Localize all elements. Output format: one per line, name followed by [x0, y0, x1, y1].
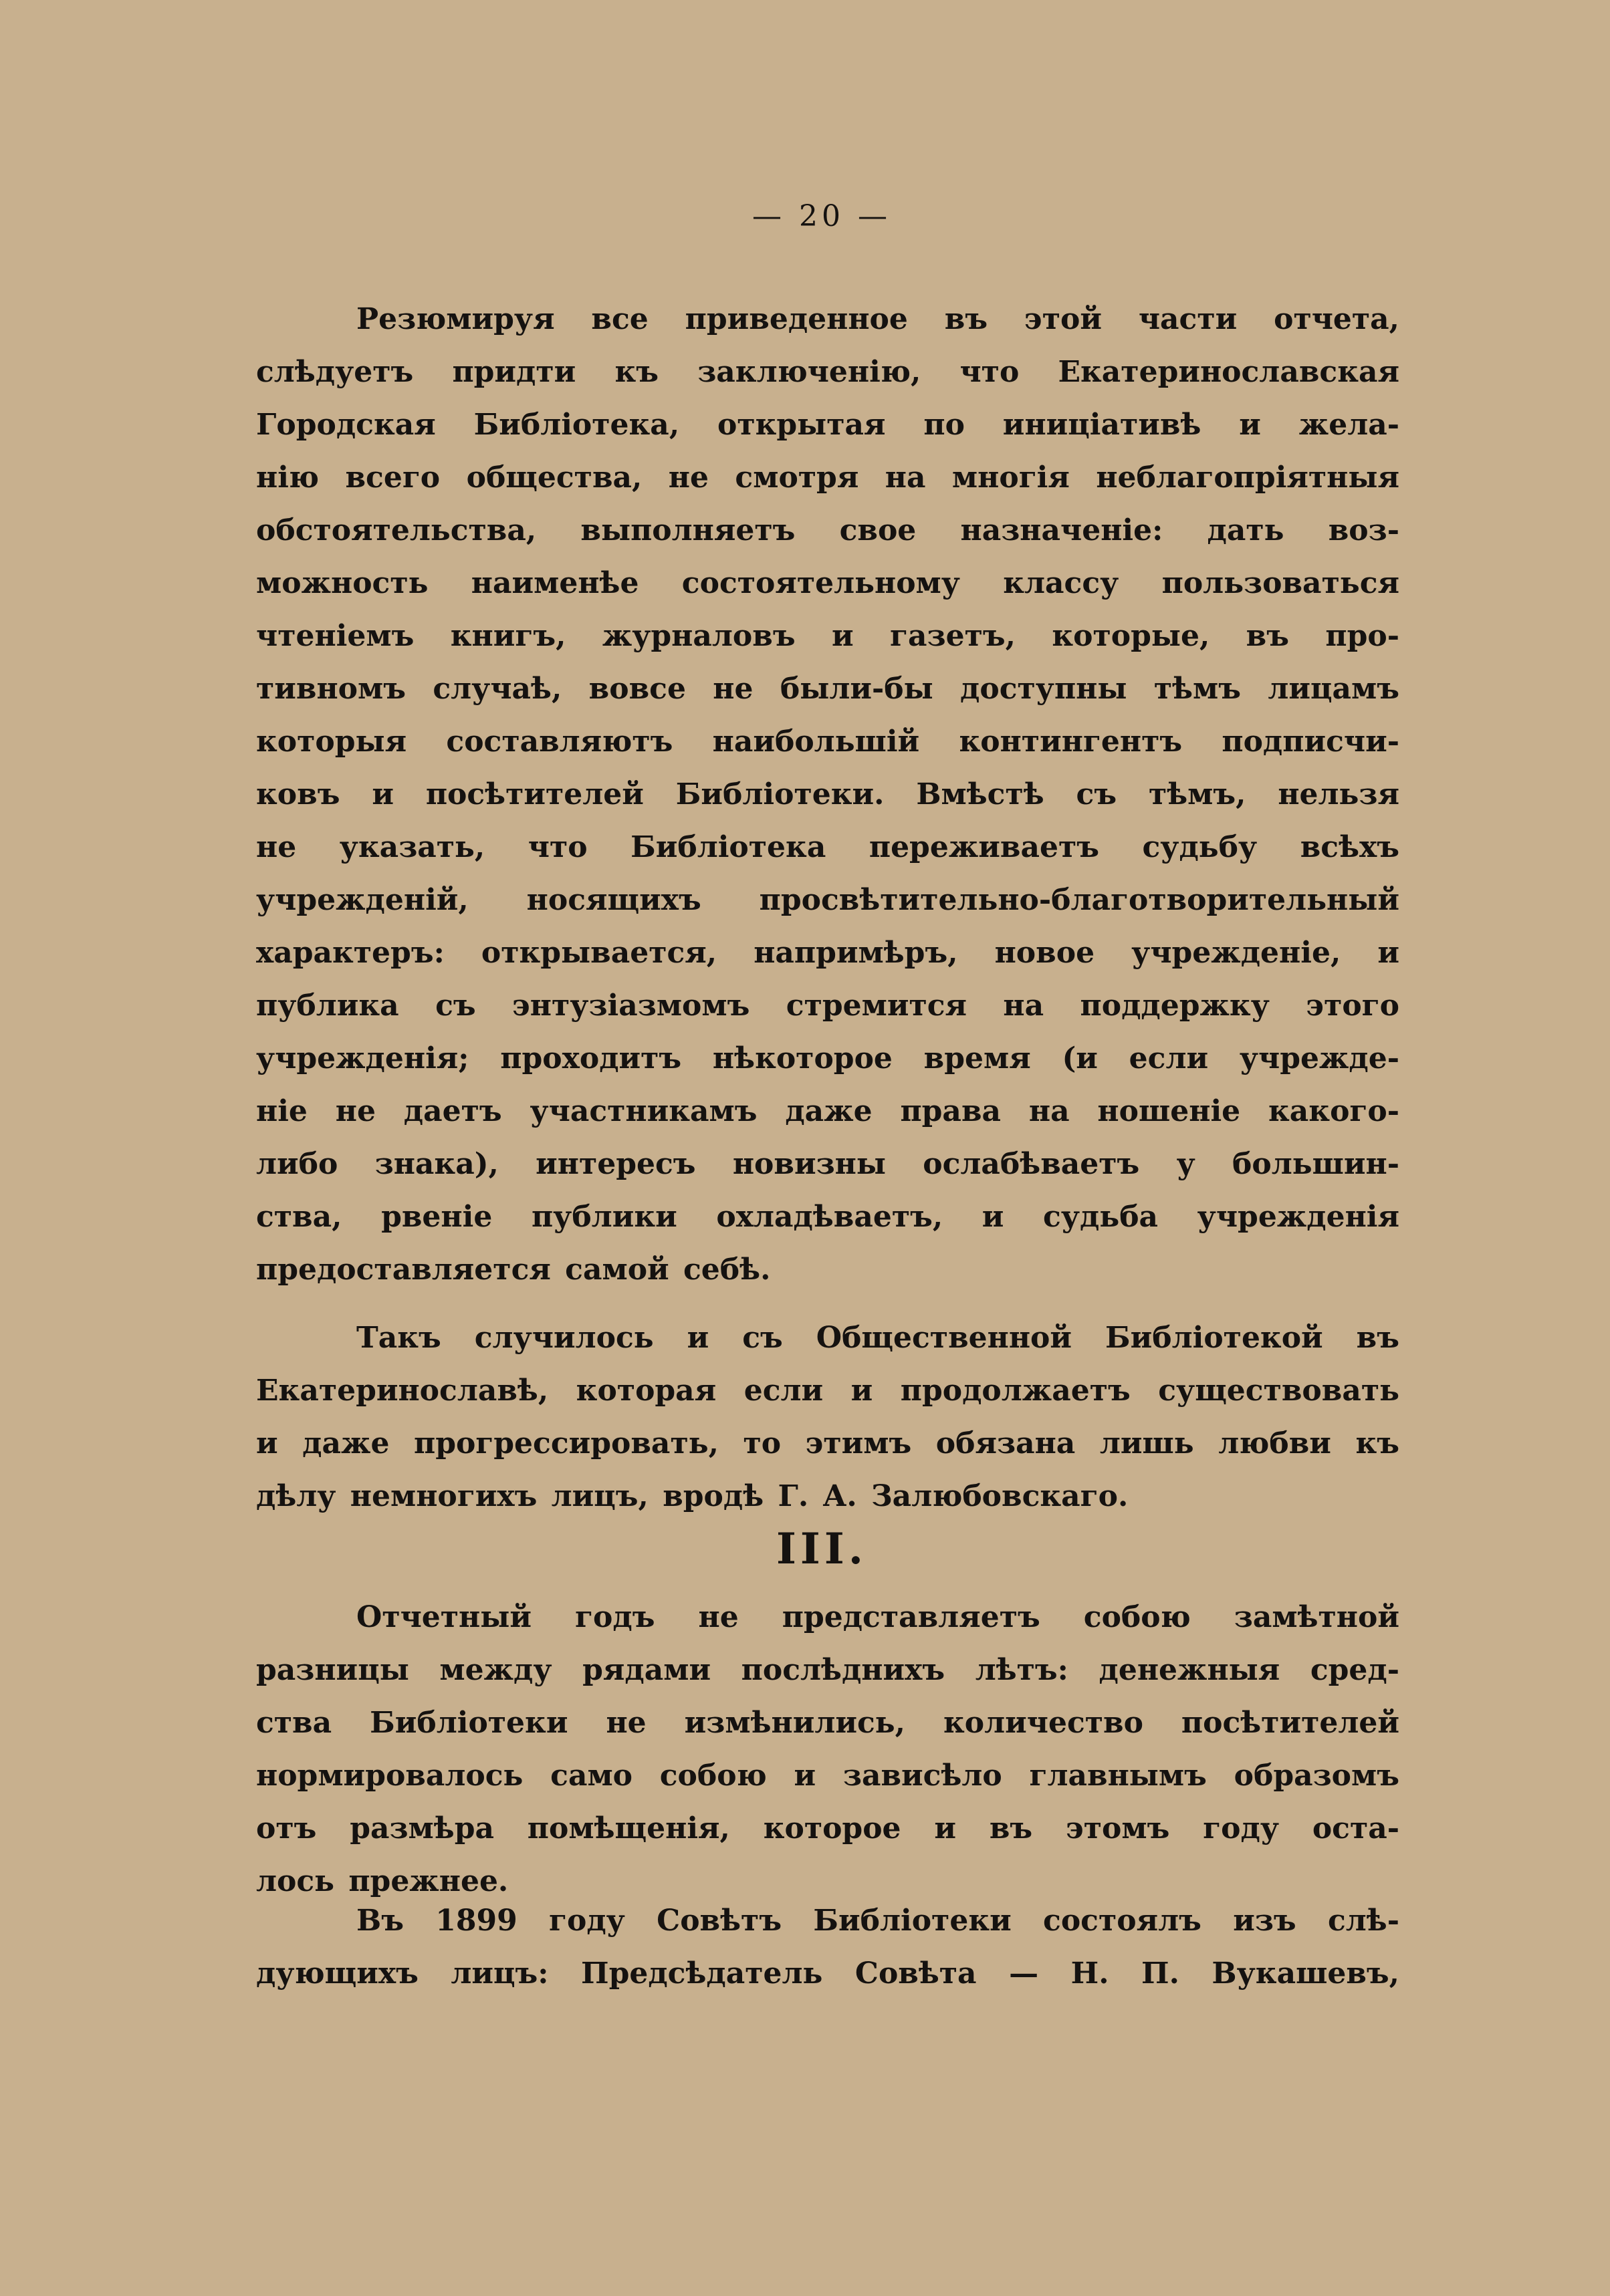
text-line: дѣлу немногихъ лицъ, вродѣ Г. А. Залюбовскаго. — [256, 1479, 1129, 1513]
text-line: публика съ энтузіазмомъ стремится на поддержку этого — [256, 989, 1399, 1023]
text-line: ковъ и посѣтителей Библіотеки. Вмѣстѣ съ тѣмъ, нельзя — [256, 777, 1399, 811]
text-line: можность наименѣе состоятельному классу пользоваться — [256, 566, 1399, 600]
text-line: Такъ случилось и съ Общественной Библіотекой въ — [356, 1321, 1399, 1355]
page-number: — 20 — — [752, 199, 891, 233]
text-line: нію всего общества, не смотря на многія неблагопріятныя — [256, 461, 1399, 495]
text-line: учрежденій, носящихъ просвѣтительно-благотворительный — [256, 883, 1399, 917]
text-line: лось прежнее. — [256, 1864, 509, 1898]
text-line: обстоятельства, выполняетъ свое назначеніе: дать воз- — [256, 513, 1399, 547]
text-line: которыя составляютъ наибольшій контингентъ подписчи- — [256, 725, 1399, 759]
paragraph-report-year — [256, 1591, 1399, 1908]
text-line: либо знака), интересъ новизны ослабѣваетъ у большин- — [256, 1147, 1399, 1181]
text-line: Екатеринославѣ, которая если и продолжаетъ существовать — [256, 1374, 1399, 1408]
text-line: ніе не даетъ участникамъ даже права на ношеніе какого- — [256, 1094, 1399, 1128]
text-line: и даже прогрессировать, то этимъ обязана лишь любви къ — [256, 1426, 1399, 1460]
text-line: тивномъ случаѣ, вовсе не были-бы доступны тѣмъ лицамъ — [256, 672, 1399, 706]
text-line: отъ размѣра помѣщенія, которое и въ этомъ году оста- — [256, 1811, 1399, 1845]
text-line: дующихъ лицъ: Предсѣдатель Совѣта — Н. П. Вукашевъ, — [256, 1956, 1399, 1991]
text-line: не указать, что Библіотека переживаетъ судьбу всѣхъ — [256, 830, 1399, 864]
text-line: ства, рвеніе публики охладѣваетъ, и судьба учрежденія — [256, 1200, 1399, 1234]
text-line: предоставляется самой себѣ. — [256, 1253, 771, 1287]
text-line: характеръ: открывается, напримѣръ, новое учрежденіе, и — [256, 936, 1399, 970]
text-line: слѣдуетъ придти къ заключенію, что Екатеринославская — [256, 355, 1399, 389]
text-line: чтеніемъ книгъ, журналовъ и газетъ, которые, въ про- — [256, 619, 1399, 653]
text-line: разницы между рядами послѣднихъ лѣтъ: денежныя сред- — [256, 1653, 1399, 1687]
text-line: ства Библіотеки не измѣнились, количество посѣтителей — [256, 1706, 1399, 1740]
text-line: нормировалось само собою и зависѣло главнымъ образомъ — [256, 1759, 1399, 1793]
text-line: Въ 1899 году Совѣтъ Библіотеки состоялъ изъ слѣ- — [356, 1904, 1399, 1938]
text-line: Отчетный годъ не представляетъ собою замѣтной — [356, 1600, 1399, 1634]
section-heading: III. — [776, 1524, 868, 1574]
text-line: учрежденія; проходитъ нѣкоторое время (и если учрежде- — [256, 1041, 1399, 1075]
paragraph-society-library — [256, 1311, 1399, 1523]
text-line: Городская Библіотека, открытая по иниціативѣ и жела- — [256, 408, 1399, 442]
paragraph-council — [256, 1894, 1399, 2000]
text-line: Резюмируя все приведенное въ этой части отчета, — [356, 302, 1399, 336]
paragraph-summary — [256, 293, 1399, 1296]
